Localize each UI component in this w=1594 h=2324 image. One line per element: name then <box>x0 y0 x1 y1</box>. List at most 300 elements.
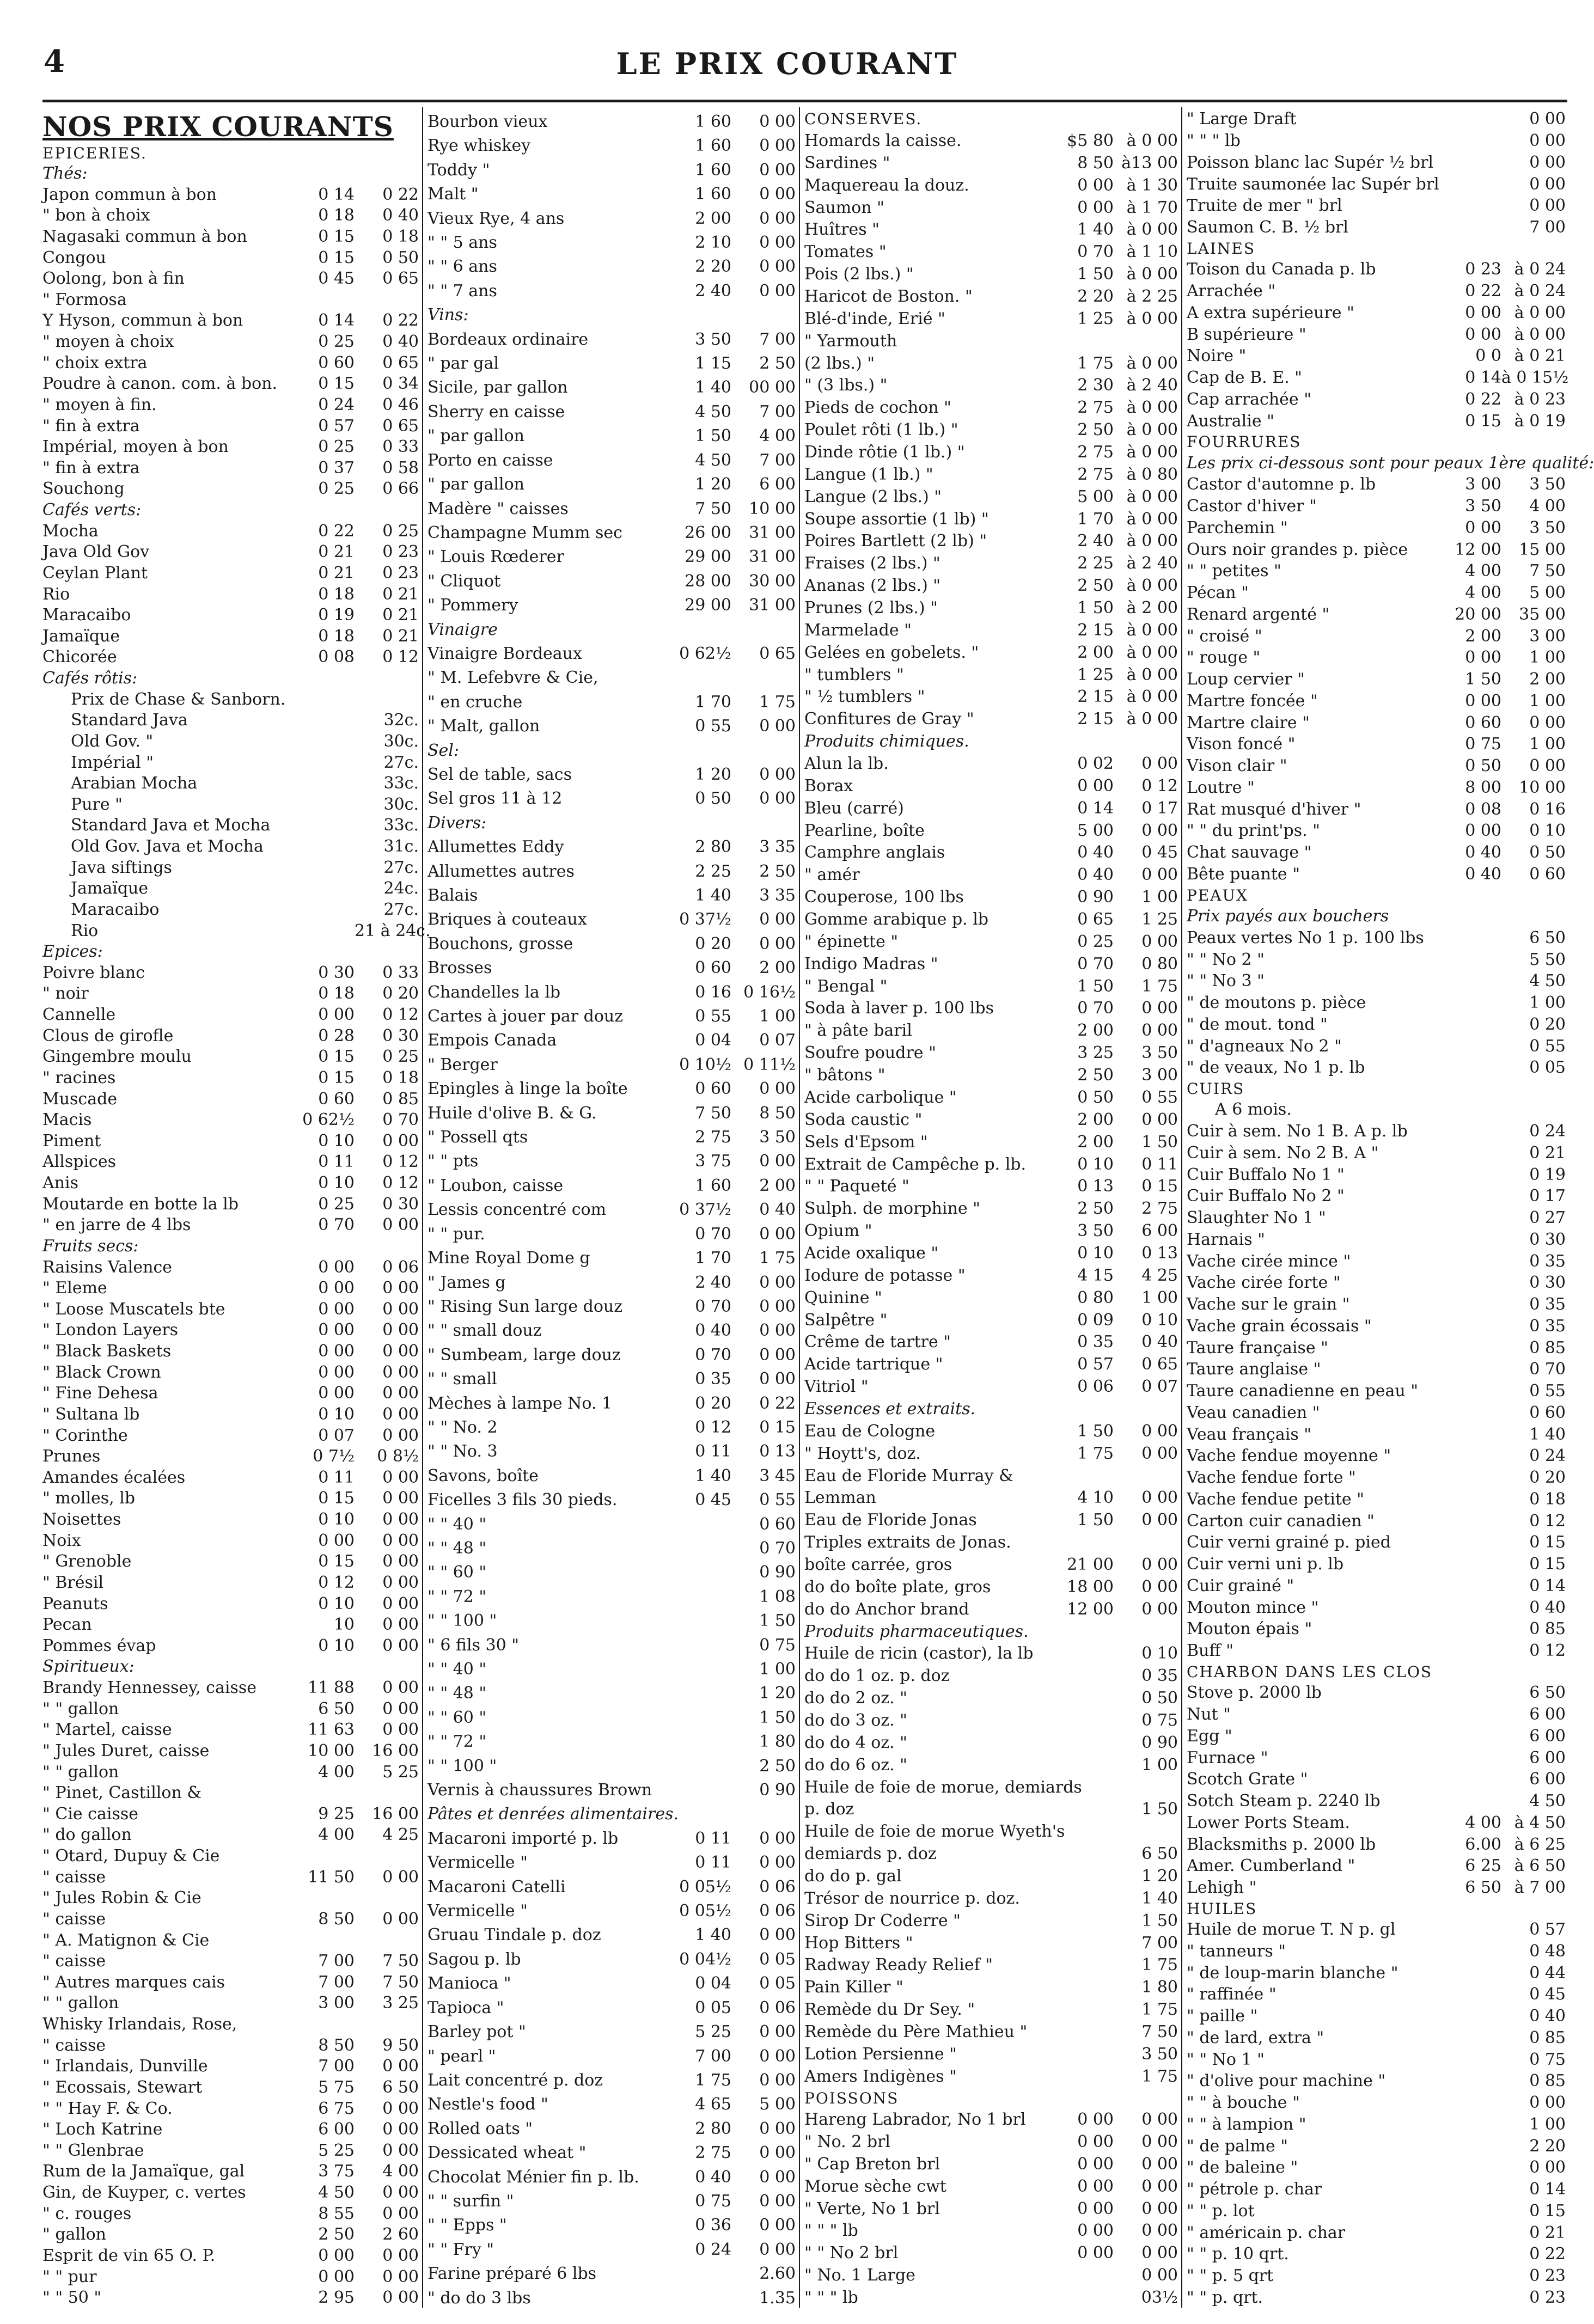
price-low: 1 40 <box>695 1466 731 1485</box>
item-label: " " 5 ans <box>427 233 497 253</box>
price-row <box>1187 603 1568 625</box>
price-row <box>804 1307 1180 1330</box>
category-heading <box>427 301 798 325</box>
item-label: " Formosa <box>42 290 127 309</box>
price-low: 0 12 <box>695 1417 731 1437</box>
price-row <box>804 617 1180 640</box>
price-row <box>1187 516 1568 538</box>
item-label: " caisse <box>42 2035 106 2055</box>
price-high: 5 50 <box>1529 950 1566 969</box>
item-label: " Cie caisse <box>42 1804 139 1824</box>
price-high: 0 21 <box>382 606 419 625</box>
price-high: 21 à 24c. <box>355 921 431 940</box>
price-high: 0 00 <box>1529 713 1566 732</box>
price-row <box>427 2284 798 2308</box>
price-row <box>42 1908 421 1929</box>
price-row <box>1187 473 1568 494</box>
price-low: 0 45 <box>695 1490 731 1510</box>
price-high: 3 50 <box>1141 2044 1178 2064</box>
price-high: 1 00 <box>1529 691 1566 711</box>
price-low: 2 50 <box>318 2225 355 2245</box>
price-row <box>1187 1961 1568 1983</box>
item-label: Briques à couteaux <box>427 910 587 929</box>
price-row <box>804 751 1180 774</box>
item-label: Dessicated wheat " <box>427 2143 587 2163</box>
price-low: 3 25 <box>1077 1043 1114 1063</box>
price-row <box>427 1897 798 1921</box>
price-row <box>42 1508 421 1530</box>
price-high: 0 25 <box>382 1047 419 1067</box>
price-low: 3 75 <box>695 1152 731 1171</box>
price-high: 0 90 <box>759 1781 796 1800</box>
price-row <box>42 835 421 857</box>
price-high: 0 35 <box>1529 1251 1566 1271</box>
price-high: 0 00 <box>1141 2199 1178 2218</box>
price-row <box>1187 1703 1568 1724</box>
price-row <box>42 1067 421 1088</box>
item-label: " Loubon, caisse <box>427 1176 564 1195</box>
price-low: 0 15 <box>318 374 355 394</box>
item-label: Bleu (carré) <box>804 798 904 818</box>
item-label: Gruau Tindale p. doz <box>427 1925 601 1945</box>
price-low: 0 15 <box>318 248 355 267</box>
item-label: Sicile, par gallon <box>427 378 568 397</box>
price-row <box>804 1552 1180 1575</box>
price-low: 0 00 <box>318 1531 355 1550</box>
price-high: 5 00 <box>1529 583 1566 603</box>
price-row <box>42 814 421 835</box>
price-row <box>42 2265 421 2286</box>
price-high: 0 00 <box>759 910 796 929</box>
item-label: Mèches à lampe No. 1 <box>427 1393 613 1413</box>
price-low: 7 00 <box>318 1952 355 1971</box>
price-high: à 0 00 <box>1126 420 1178 440</box>
item-label: Peaux vertes No 1 p. 100 lbs <box>1187 928 1424 947</box>
item-label: Prix payés aux bouchers <box>1187 907 1389 926</box>
item-label: Acide carbolique " <box>804 1087 957 1107</box>
item-label: Y Hyson, commun à bon <box>42 311 243 331</box>
item-label: Prunes (2 lbs.) " <box>804 598 938 618</box>
price-low: 0 11 <box>695 1828 731 1848</box>
price-low: 2 15 <box>1077 710 1114 729</box>
price-low: 2 00 <box>1077 1132 1114 1152</box>
price-row <box>1187 1595 1568 1617</box>
item-label: " " small <box>427 1369 497 1389</box>
price-low: 10 <box>333 1615 355 1635</box>
price-row <box>1187 387 1568 409</box>
price-row <box>42 267 421 289</box>
item-label: Arabian Mocha <box>71 774 198 793</box>
price-low: 0 18 <box>318 626 355 646</box>
price-high: 6 00 <box>1529 1726 1566 1746</box>
price-row <box>804 351 1180 373</box>
price-low: 0 50 <box>1465 756 1501 776</box>
item-label: " par gallon <box>427 475 524 494</box>
item-label: Pécan " <box>1187 583 1249 603</box>
price-low: 0 10½ <box>679 1055 731 1074</box>
item-label: Iodure de potasse " <box>804 1265 966 1285</box>
item-label: Old Gov. " <box>71 731 154 751</box>
item-label: Sulph. de morphine " <box>804 1199 980 1219</box>
item-label: Rye whiskey <box>427 136 531 156</box>
item-label: Rum de la Jamaïque, gal <box>42 2162 245 2181</box>
price-low: 1 20 <box>695 765 731 784</box>
item-label: Esprit de vin 65 O. P. <box>42 2246 216 2265</box>
price-row <box>427 1099 798 1123</box>
item-label: " Possell qts <box>427 1128 528 1147</box>
price-high: 0 00 <box>759 934 796 953</box>
price-low: 4 50 <box>695 402 731 421</box>
price-row <box>42 2160 421 2181</box>
item-label: " " 40 " <box>427 1514 487 1534</box>
price-row <box>1187 2069 1568 2091</box>
price-row <box>427 1848 798 1872</box>
item-label: " " pts <box>427 1152 479 1171</box>
price-high: 0 00 <box>1141 1488 1178 1508</box>
price-row <box>42 1403 421 1424</box>
price-high: 0 00 <box>1529 756 1566 776</box>
price-low: 4 00 <box>318 1762 355 1782</box>
price-low: 0 60 <box>318 1089 355 1109</box>
item-label: Pecan <box>42 1615 92 1635</box>
price-row <box>804 262 1180 284</box>
item-label: Soda à laver p. 100 lbs <box>804 999 994 1018</box>
price-row <box>42 772 421 793</box>
price-high: 1 00 <box>1141 888 1178 907</box>
price-high: 0 23 <box>382 542 419 562</box>
price-row <box>1187 2199 1568 2221</box>
price-row <box>427 446 798 470</box>
price-row <box>1187 2047 1568 2069</box>
price-high: 0 23 <box>1529 2266 1566 2286</box>
price-row <box>804 1730 1180 1752</box>
price-row <box>1187 1466 1568 1488</box>
price-low: 0 22 <box>318 521 355 541</box>
price-low: 0 14 <box>1077 798 1114 818</box>
price-high: 0 20 <box>382 984 419 1004</box>
item-label: Lemman <box>804 1488 876 1508</box>
category-heading <box>804 1396 1180 1418</box>
price-high: 15 00 <box>1519 540 1566 559</box>
item-label: Jamaïque <box>71 879 149 898</box>
price-row <box>804 662 1180 684</box>
price-high: 0 06 <box>759 1998 796 2017</box>
item-label: Furnace " <box>1187 1748 1268 1768</box>
price-row <box>427 1171 798 1195</box>
price-low: 1 50 <box>1077 265 1114 284</box>
price-row <box>427 2235 798 2259</box>
item-label: Cuir à sem. No 1 B. A p. lb <box>1187 1122 1408 1141</box>
price-row <box>804 974 1180 996</box>
item-label: Lehigh " <box>1187 1878 1257 1898</box>
price-high: 6 00 <box>1529 1748 1566 1768</box>
price-low: 0 14 <box>1465 368 1501 387</box>
price-row <box>42 1151 421 1172</box>
price-row <box>42 1256 421 1277</box>
item-label: do do 2 oz. " <box>804 1689 907 1708</box>
item-label: " par gal <box>427 354 499 374</box>
item-label: " Cliquot <box>427 571 501 591</box>
price-high: 30c. <box>383 731 419 751</box>
price-low: 29 00 <box>685 596 731 615</box>
price-low: 0 60 <box>695 1079 731 1099</box>
price-high: 0 21 <box>382 584 419 604</box>
price-row <box>427 1268 798 1292</box>
price-high: 0 00 <box>759 2022 796 2042</box>
item-label: LAINES <box>1187 239 1255 258</box>
price-high: 0 00 <box>1141 865 1178 885</box>
price-low: 2 50 <box>1077 576 1114 596</box>
item-label: " de lard, extra " <box>1187 2028 1324 2047</box>
item-label: " No. 2 brl <box>804 2132 890 2151</box>
price-row <box>427 1945 798 1969</box>
price-row <box>1187 2242 1568 2264</box>
price-high: 0 00 <box>1141 2176 1178 2196</box>
item-label: Raisins Valence <box>42 1257 173 1277</box>
price-low: 0 10 <box>318 1594 355 1613</box>
price-low: 21 00 <box>1067 1555 1114 1574</box>
price-low: 1 70 <box>695 692 731 712</box>
item-label: " Ecossais, Stewart <box>42 2077 203 2097</box>
price-high: à 0 24 <box>1514 282 1566 301</box>
item-label: CUIRS <box>1187 1080 1245 1098</box>
price-row <box>427 1195 798 1219</box>
price-row <box>1187 969 1568 991</box>
item-label: Gelées en gobelets. " <box>804 643 979 662</box>
price-row <box>804 1597 1180 1619</box>
price-row <box>42 289 421 310</box>
price-high: à 0 00 <box>1126 643 1178 662</box>
price-high: 0 00 <box>759 2143 796 2163</box>
price-row <box>804 440 1180 462</box>
item-label: " M. Lefebvre & Cie, <box>427 668 598 688</box>
price-row <box>42 372 421 394</box>
price-high: 1 75 <box>759 1249 796 1268</box>
price-low: 0 45 <box>318 269 355 289</box>
price-row <box>1187 1832 1568 1854</box>
price-high: 0 21 <box>1529 1143 1566 1163</box>
price-high: 0 00 <box>1141 1555 1178 1574</box>
price-row <box>427 1582 798 1606</box>
item-label: Pain Killer " <box>804 1978 903 1997</box>
price-row <box>42 793 421 815</box>
price-high: 0 00 <box>382 1909 419 1929</box>
price-low: 0 10 <box>318 1510 355 1529</box>
price-high: 1 75 <box>1141 2000 1178 2020</box>
price-low: 0 00 <box>318 1279 355 1298</box>
price-row <box>1187 2221 1568 2242</box>
item-label: " " surfin " <box>427 2191 514 2211</box>
price-high: 0 18 <box>1529 1489 1566 1509</box>
price-row <box>804 1240 1180 1263</box>
price-low: 0 00 <box>1465 325 1501 344</box>
price-high: 0 00 <box>759 2046 796 2066</box>
item-label: Castor d'hiver " <box>1187 497 1317 516</box>
price-high: 1 50 <box>759 1611 796 1631</box>
price-high: 0 85 <box>1529 1619 1566 1639</box>
price-row <box>42 730 421 751</box>
price-high: à 0 00 <box>1126 710 1178 729</box>
price-row <box>804 596 1180 618</box>
item-label: POISSONS <box>804 2089 899 2107</box>
item-label: " Eleme <box>42 1279 107 1298</box>
price-high: 0 65 <box>382 416 419 436</box>
price-row <box>1187 1336 1568 1357</box>
price-row <box>804 1775 1180 1797</box>
price-high: 33c. <box>383 774 419 793</box>
category-heading <box>804 729 1180 751</box>
item-label: Huile de foie de morue, demiards <box>804 1777 1082 1797</box>
price-low: 0 40 <box>1465 864 1501 884</box>
item-label: " à pâte baril <box>804 1021 912 1041</box>
price-row <box>427 1002 798 1026</box>
price-high: 0 75 <box>1141 1710 1178 1730</box>
price-low: 0 70 <box>695 1224 731 1244</box>
item-label: Martre claire " <box>1187 713 1310 732</box>
price-high: 0 00 <box>759 2240 796 2259</box>
item-label: Arrachée " <box>1187 282 1276 301</box>
price-low: 0 23 <box>1465 260 1501 279</box>
price-high: 0 90 <box>759 1563 796 1582</box>
price-high: 0 85 <box>1529 2028 1566 2047</box>
section-heading <box>42 143 421 162</box>
item-label: Pure " <box>71 794 123 814</box>
item-label: Cuir verni uni p. lb <box>1187 1555 1344 1574</box>
price-row <box>1187 194 1568 216</box>
item-label: " Autres marques cais <box>42 1972 225 1992</box>
price-row <box>804 1441 1180 1463</box>
item-label: Produits chimiques. <box>804 732 969 751</box>
item-label: " James g <box>427 1273 506 1292</box>
price-high: à 6 50 <box>1514 1856 1566 1876</box>
category-heading <box>427 736 798 760</box>
price-high: 0 12 <box>1529 1511 1566 1531</box>
section-heading <box>1187 1661 1568 1681</box>
price-low: 1 50 <box>695 426 731 446</box>
price-row <box>427 1074 798 1098</box>
price-low: 2 10 <box>695 233 731 253</box>
price-high: 2 00 <box>759 1176 796 1195</box>
price-row <box>804 1574 1180 1597</box>
item-label: Brandy Hennessey, caisse <box>42 1678 257 1697</box>
price-row <box>1187 2113 1568 2135</box>
price-row <box>427 1993 798 2017</box>
price-row <box>804 150 1180 173</box>
price-low: 2 00 <box>1077 1021 1114 1041</box>
price-high: à13 00 <box>1121 153 1178 173</box>
item-label: Vinaigre <box>427 620 498 639</box>
item-label: Japon commun à bon <box>42 185 217 204</box>
price-low: 2 50 <box>1077 1199 1114 1219</box>
item-label: boîte carrée, gros <box>804 1555 952 1574</box>
price-low: 1 25 <box>1077 309 1114 328</box>
price-row <box>804 1953 1180 1975</box>
item-label: " " No 2 " <box>1187 950 1265 969</box>
item-label: Blacksmiths p. 2000 lb <box>1187 1834 1376 1854</box>
price-high: 0 00 <box>759 209 796 228</box>
price-high: 0 00 <box>1141 2110 1178 2130</box>
item-label: Eau de Floride Murray & <box>804 1466 1013 1485</box>
price-row <box>427 1752 798 1776</box>
price-row <box>42 225 421 247</box>
price-low: 1 75 <box>1077 1444 1114 1463</box>
item-label: " " Paqueté " <box>804 1177 909 1196</box>
item-label: " Grenoble <box>42 1552 132 1571</box>
item-label: Acide tartrique " <box>804 1355 943 1374</box>
price-high: 1 80 <box>759 1732 796 1752</box>
price-low: 0 40 <box>1465 843 1501 863</box>
price-high: 0 05 <box>759 1974 796 1993</box>
item-label: " " " lb <box>804 2288 858 2307</box>
price-high: 0 00 <box>759 281 796 301</box>
price-low: 0 05½ <box>679 1877 731 1897</box>
price-low: 0 7½ <box>313 1447 355 1466</box>
price-row <box>1187 1314 1568 1336</box>
price-low: 0 00 <box>1077 2154 1114 2174</box>
price-high: 1 00 <box>759 1660 796 1679</box>
price-low: 0 00 <box>1077 2110 1114 2130</box>
item-label: CONSERVES. <box>804 110 923 129</box>
price-high: 1 75 <box>759 692 796 712</box>
price-row <box>42 2055 421 2076</box>
price-row <box>42 877 421 898</box>
price-row <box>42 2139 421 2161</box>
item-label: Cuir verni grainé p. pied <box>1187 1533 1391 1552</box>
price-row <box>804 1797 1180 1819</box>
price-high: 0 60 <box>759 1514 796 1534</box>
price-high: 7 00 <box>1529 218 1566 237</box>
price-low: 0 00 <box>1465 303 1501 322</box>
price-row <box>1187 1789 1568 1811</box>
item-label: Scotch Grate " <box>1187 1770 1308 1789</box>
price-row <box>427 905 798 929</box>
item-label: " " 48 " <box>427 1684 487 1703</box>
price-row <box>1187 926 1568 947</box>
price-high: 0 00 <box>382 2246 419 2265</box>
price-high: à 1 10 <box>1126 242 1178 262</box>
price-high: 0 00 <box>382 1131 419 1151</box>
item-label: " Verte, No 1 brl <box>804 2199 940 2218</box>
price-row <box>804 1997 1180 2020</box>
price-high: 1 00 <box>1529 2114 1566 2134</box>
price-row <box>804 2196 1180 2218</box>
price-low: 0 70 <box>1077 954 1114 974</box>
price-low: 0 36 <box>695 2216 731 2235</box>
price-high: 1 50 <box>1141 1132 1178 1152</box>
item-label: " London Layers <box>42 1320 179 1340</box>
price-row <box>804 462 1180 484</box>
item-label: NOS PRIX COURANTS <box>42 110 394 143</box>
price-low: 0 00 <box>1077 198 1114 217</box>
item-label: " " p. qrt. <box>1187 2288 1263 2307</box>
price-low: 0 60 <box>318 353 355 372</box>
price-low: $5 80 <box>1067 131 1114 150</box>
item-label: Gin, de Kuyper, c. vertes <box>42 2183 246 2202</box>
price-row <box>427 542 798 566</box>
price-high: 03½ <box>1141 2288 1178 2307</box>
price-row <box>42 1677 421 1698</box>
price-row <box>427 2090 798 2114</box>
item-label: Champagne Mumm sec <box>427 523 622 542</box>
price-low: 11 63 <box>308 1720 355 1740</box>
price-low: 0 09 <box>1077 1310 1114 1330</box>
item-label: Sherry en caisse <box>427 402 565 421</box>
price-high: 0 30 <box>1529 1273 1566 1293</box>
price-row <box>804 907 1180 929</box>
item-label: " Sumbeam, large douz <box>427 1345 621 1365</box>
price-high: 2 50 <box>759 1756 796 1776</box>
price-high: 0 00 <box>382 2267 419 2286</box>
